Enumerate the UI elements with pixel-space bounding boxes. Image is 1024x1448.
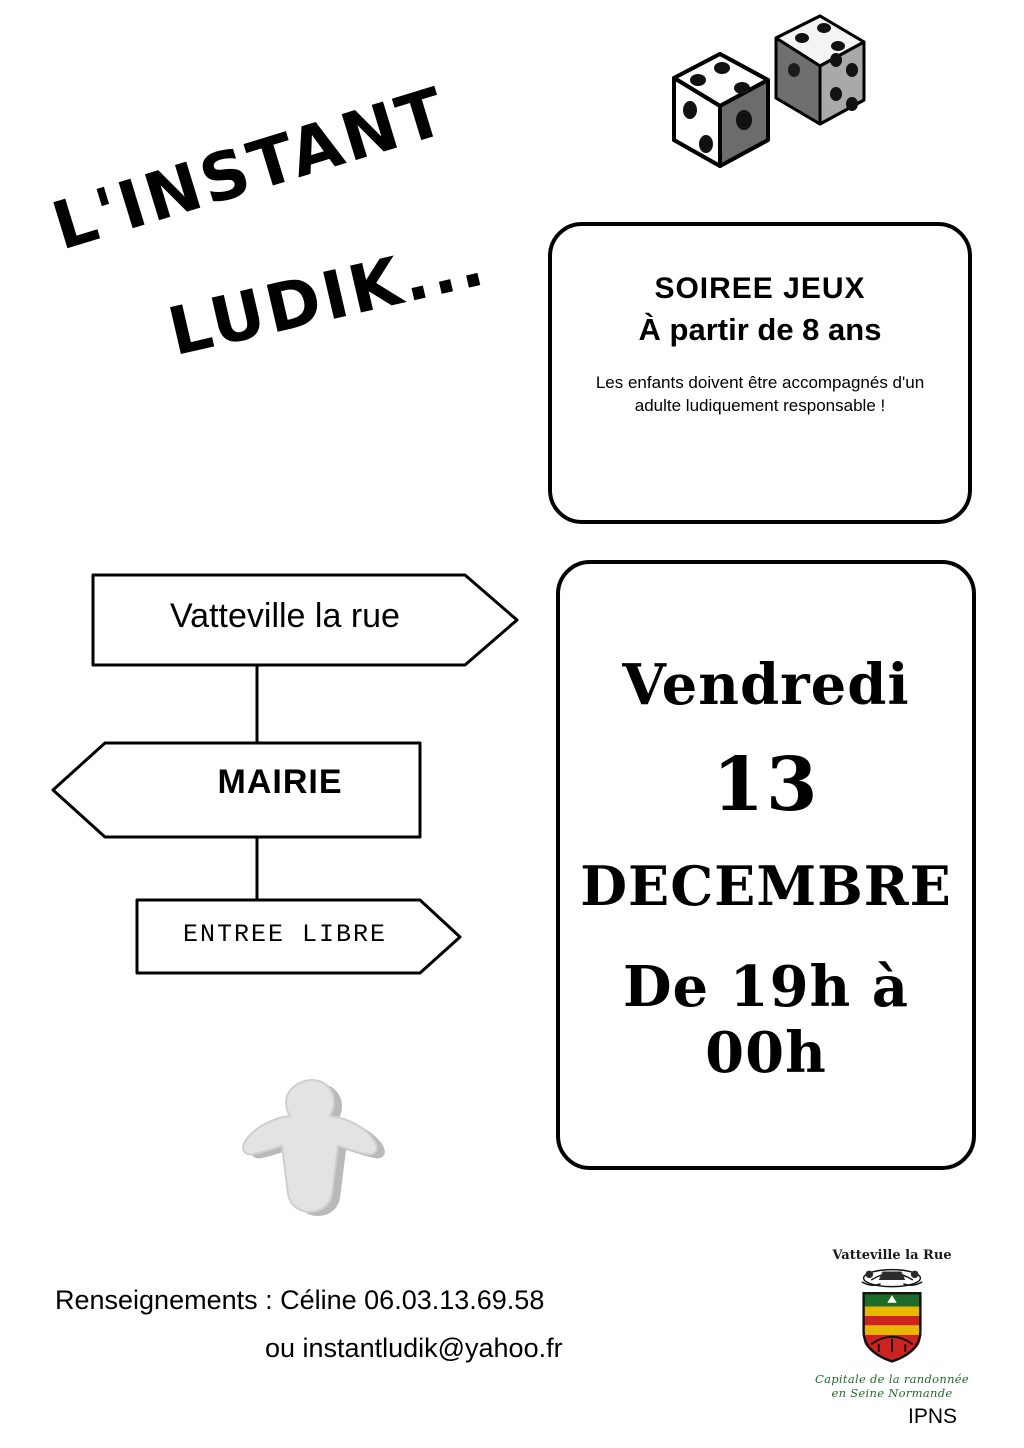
crest-bottom-text-1: Capitale de la randonnée (815, 1372, 969, 1386)
crest-top-text: Vatteville la Rue (832, 1248, 952, 1263)
info-title: SOIREE JEUX (654, 272, 866, 305)
date-box (556, 560, 976, 1170)
page-title-line-2: LUDIK... (161, 223, 494, 372)
info-subtitle: À partir de 8 ans (638, 312, 882, 347)
date-hours: De 19h à 00h (622, 954, 910, 1086)
date-month: DECEMBRE (580, 854, 952, 918)
info-box (548, 222, 972, 524)
meeple-icon (238, 1070, 398, 1230)
date-number: 13 (712, 742, 820, 828)
page-title-line-1: L'INSTANT (43, 72, 457, 266)
sign-label-entree-libre: ENTREE LIBRE (182, 920, 388, 949)
sign-label-vatteville: Vatteville la rue (170, 597, 400, 635)
poster-title (43, 72, 545, 372)
footer-ipns: IPNS (908, 1405, 958, 1428)
crest-bottom-text-2: en Seine Normande (831, 1386, 953, 1400)
contact-phone-line: Renseignements : Céline 06.03.13.69.58 (55, 1285, 545, 1315)
contact-block (55, 1280, 705, 1370)
contact-email-line: ou instantludik@yahoo.fr (265, 1332, 563, 1363)
sign-label-mairie: MAIRIE (217, 763, 343, 801)
town-crest-icon (808, 1263, 976, 1367)
info-note: Les enfants doivent être accompagnés d'un adulte ludiquement responsable ! (595, 373, 925, 415)
date-day: Vendredi (622, 652, 910, 718)
signpost (45, 565, 525, 975)
town-crest (808, 1248, 976, 1398)
dice-icon (668, 8, 868, 193)
